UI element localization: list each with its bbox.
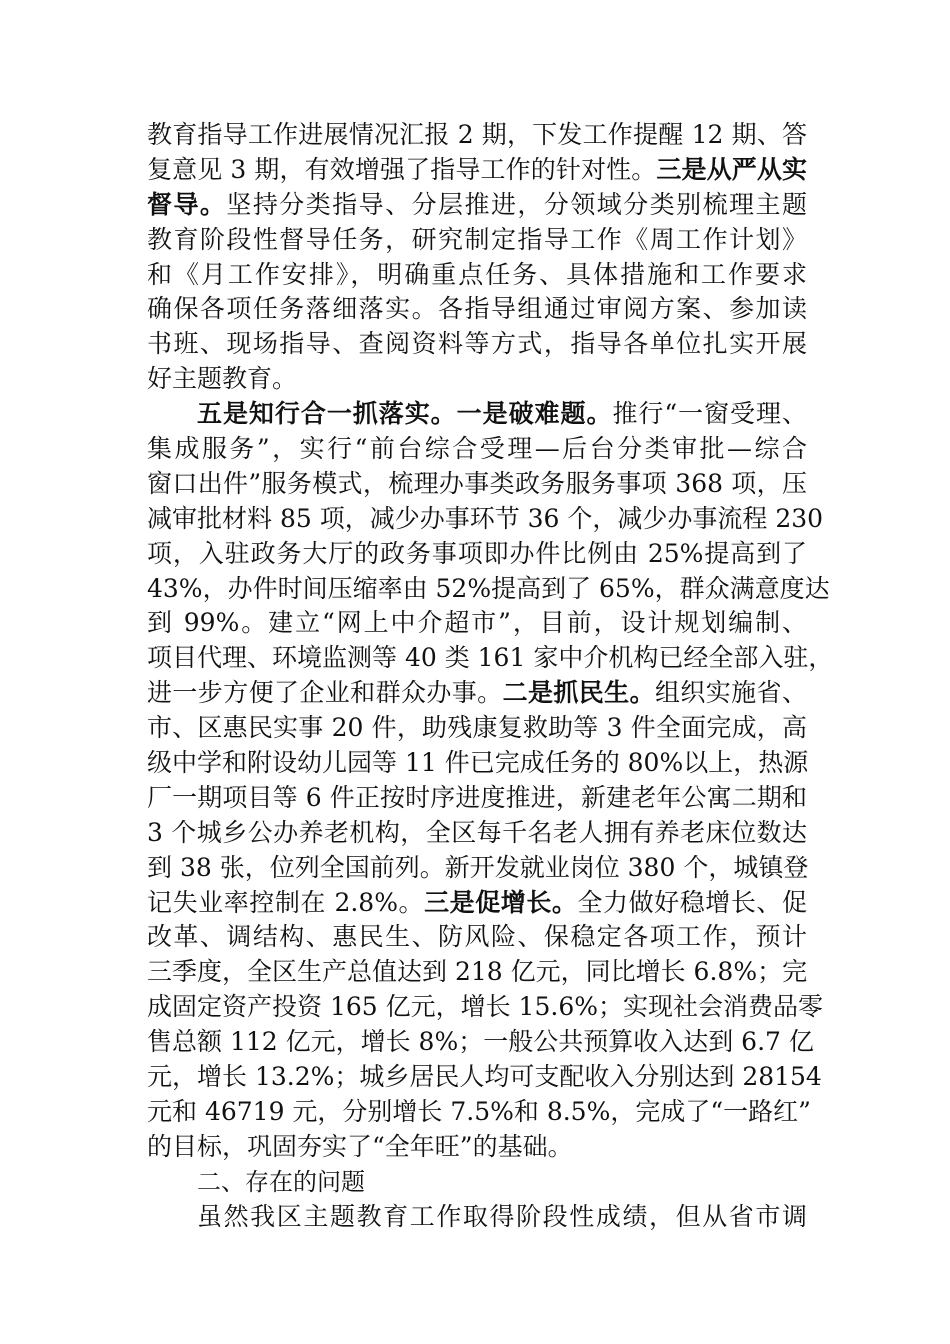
text-line bbox=[147, 606, 807, 641]
text-run: 43%，办件时间压缩率由 52%提高到了 65%，群众满意度达 bbox=[147, 573, 830, 603]
text-line bbox=[147, 676, 807, 711]
text-line bbox=[147, 990, 823, 1025]
text-line bbox=[147, 432, 807, 467]
text-run: 虽然我区主题教育工作取得阶段性成绩，但从省市调 bbox=[197, 1201, 807, 1231]
text-run: 到 99%。建立“网上中介超市”，目前，设计规划编制、 bbox=[147, 608, 807, 638]
text-line bbox=[147, 781, 807, 816]
text-run: 进一步方便了企业和群众办事。 bbox=[147, 678, 503, 708]
text-line bbox=[147, 292, 807, 327]
document-body bbox=[147, 118, 834, 1235]
section-heading: 二、存在的问题 bbox=[197, 1167, 365, 1196]
text-run: 3 个城乡公办养老机构，全区每千名老人拥有养老床位数达 bbox=[147, 817, 807, 847]
text-run: 改革、调结构、惠民生、防风险、保稳定各项工作，预计 bbox=[147, 922, 807, 952]
text-run: 确保各项任务落细落实。各指导组通过审阅方案、参加读 bbox=[147, 294, 807, 324]
text-run: 市、区惠民实事 20 件，助残康复救助等 3 件全面完成，高 bbox=[147, 713, 807, 743]
text-run: 记失业率控制在 2.8%。 bbox=[147, 887, 425, 917]
text-run: 推行“一窗受理、 bbox=[612, 399, 807, 429]
text-line bbox=[147, 223, 807, 258]
text-run: 教育指导工作进展情况汇报 2 期，下发工作提醒 12 期、答 bbox=[147, 120, 807, 149]
text-run: 售总额 112 亿元，增长 8%；一般公共预算收入达到 6.7 亿 bbox=[147, 1027, 814, 1057]
text-line bbox=[147, 955, 807, 990]
text-line bbox=[147, 502, 824, 537]
text-run: 复意见 3 期，有效增强了指导工作的针对性。 bbox=[147, 154, 657, 184]
text-line bbox=[147, 467, 807, 502]
text-run: 书班、现场指导、查阅资料等方式，指导各单位扎实开展 bbox=[147, 329, 807, 359]
text-run: 和《月工作安排》，明确重点任务、具体措施和工作要求 bbox=[147, 259, 807, 289]
text-run: 全力做好稳增长、促 bbox=[577, 887, 807, 917]
bold-text-run: 督导。 bbox=[147, 189, 227, 219]
text-line bbox=[147, 153, 807, 188]
text-line bbox=[147, 851, 807, 886]
text-run: 三季度，全区生产总值达到 218 亿元，同比增长 6.8%；完 bbox=[147, 957, 808, 987]
text-line bbox=[147, 397, 807, 432]
text-run: 教育阶段性督导任务，研究制定指导工作《周工作计划》 bbox=[147, 224, 807, 254]
text-line bbox=[147, 746, 807, 781]
text-line bbox=[147, 1060, 822, 1095]
text-run: 级中学和附设幼儿园等 11 件已完成任务的 80%以上，热源 bbox=[147, 748, 809, 778]
text-run: 减审批材料 85 项，减少办事环节 36 个，减少办事流程 230 bbox=[147, 503, 824, 533]
text-line bbox=[147, 1025, 814, 1060]
text-line bbox=[147, 816, 807, 851]
text-run: 窗口出件”服务模式，梳理办事类政务服务事项 368 项，压 bbox=[147, 468, 807, 498]
text-line bbox=[147, 537, 807, 572]
text-run: 成固定资产投资 165 亿元，增长 15.6%；实现社会消费品零 bbox=[147, 992, 823, 1022]
text-line bbox=[147, 572, 830, 607]
text-run: 元，增长 13.2%；城乡居民人均可支配收入分别达到 28154 bbox=[147, 1062, 822, 1092]
text-run: 厂一期项目等 6 件正按时序进度推进，新建老年公寓二期和 bbox=[147, 782, 807, 812]
bold-text-run: 五是知行合一抓落实。一是破难题。 bbox=[197, 399, 613, 429]
text-line bbox=[147, 118, 807, 153]
text-line bbox=[147, 1165, 807, 1200]
text-line bbox=[147, 327, 807, 362]
text-run: 好主题教育。 bbox=[147, 364, 298, 394]
text-run: 的目标，巩固夯实了“全年旺”的基础。 bbox=[147, 1131, 573, 1161]
text-line bbox=[147, 1130, 807, 1165]
text-line bbox=[147, 362, 807, 397]
text-line bbox=[147, 711, 807, 746]
text-line bbox=[147, 886, 807, 921]
text-run: 项目代理、环境监测等 40 类 161 家中介机构已经全部入驻， bbox=[147, 643, 834, 673]
text-run: 到 38 张，位列全国前列。新开发就业岗位 380 个，城镇登 bbox=[147, 852, 809, 882]
text-run: 项，入驻政务大厅的政务事项即办件比例由 25%提高到了 bbox=[147, 538, 807, 568]
bold-text-run: 二是抓民生。 bbox=[502, 678, 655, 708]
text-line bbox=[147, 641, 834, 676]
text-line bbox=[147, 1095, 811, 1130]
bold-text-run: 三是从严从实 bbox=[656, 154, 807, 184]
text-line bbox=[147, 258, 807, 293]
text-line bbox=[147, 1200, 807, 1235]
text-run: 集成服务”，实行“前台综合受理—后台分类审批—综合 bbox=[147, 434, 807, 464]
text-run: 元和 46719 元，分别增长 7.5%和 8.5%，完成了“一路红” bbox=[147, 1096, 811, 1126]
bold-text-run: 三是促增长。 bbox=[424, 887, 578, 917]
text-run: 组织实施省、 bbox=[654, 678, 807, 708]
text-run: 坚持分类指导、分层推进，分领域分类别梳理主题 bbox=[226, 189, 807, 219]
text-line bbox=[147, 920, 807, 955]
text-line bbox=[147, 188, 807, 223]
